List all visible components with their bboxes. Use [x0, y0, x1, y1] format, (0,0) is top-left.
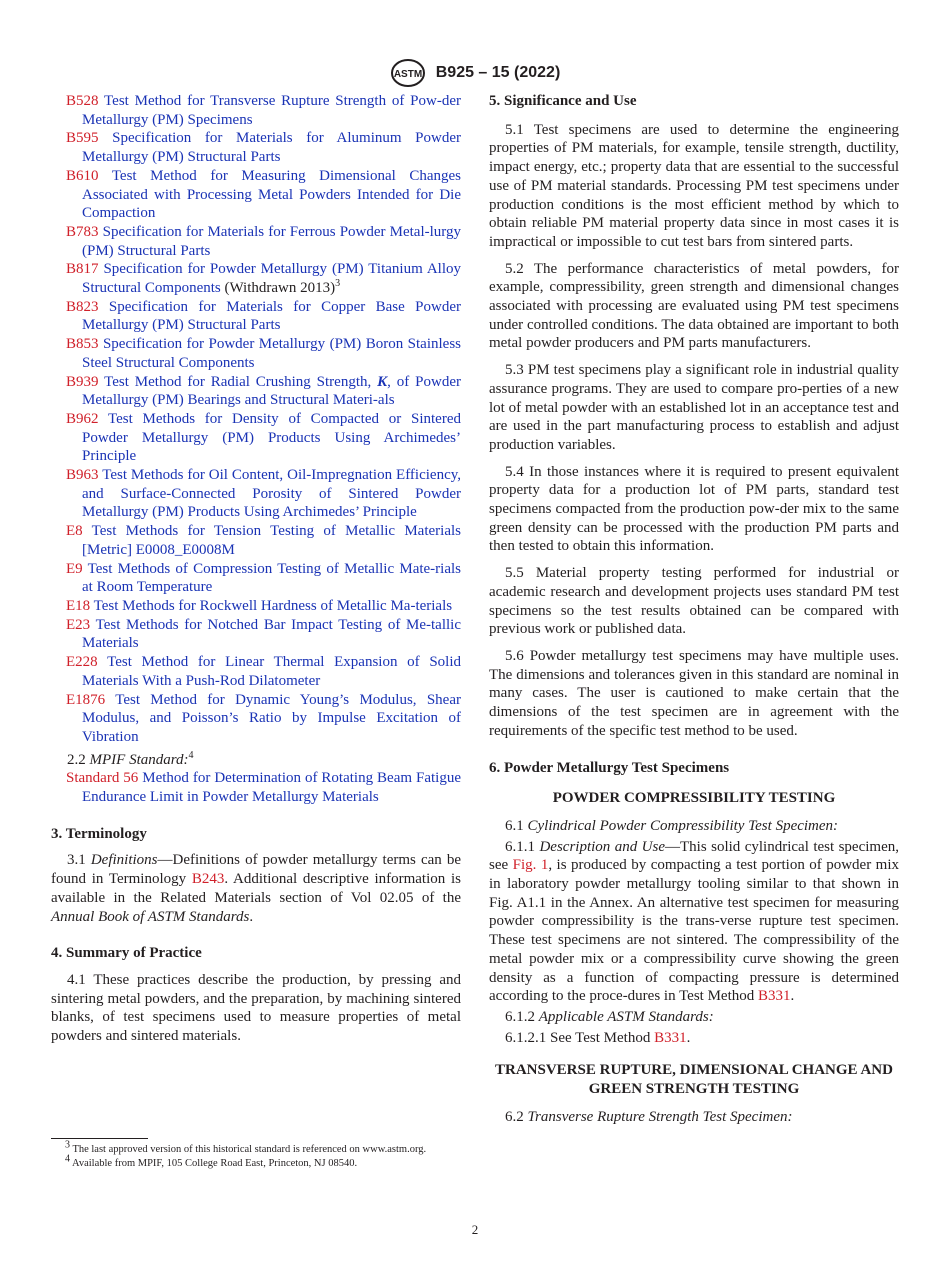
reference-mpif-56[interactable]: Standard 56 Method for Determination of Rotating Beam Fatigue Endurance Limit in Powder Metallurgy Materials [66, 770, 461, 806]
paragraph-6-2: 6.2 Transverse Rupture Strength Test Specimen: [505, 1108, 793, 1125]
section-5-heading: 5. Significance and Use [489, 93, 637, 109]
paragraph-5-6: 5.6 Powder metallurgy test specimens may have multiple uses. The dimensions and tolerances given in this standard are nominal in many cases. The user is cautioned to make certain that the dimensions of the test specimen are in agreement with the requirements of the specific test method to be used. [489, 647, 899, 739]
reference-e1876[interactable]: E1876 Test Method for Dynamic Young’s Modulus, Shear Modulus, and Poisson’s Ratio by Impulse Excitation of Vibration [66, 691, 461, 745]
mpif-standard-label: 2.2 MPIF Standard:$^4$ [67, 749, 194, 768]
svg-text:ASTM: ASTM [393, 69, 422, 80]
link-b331-2[interactable]: B331 [654, 1029, 687, 1046]
section-4-heading: 4. Summary of Practice [51, 945, 202, 962]
paragraph-6-1: 6.1 Cylindrical Powder Compressibility Test Specimen: [505, 817, 839, 834]
left-column [51, 92, 461, 1046]
reference-b939[interactable]: B939 Test Method for Radial Crushing Strength, K, of Powder Metallurgy (PM) Bearings and Structural Materi-als [66, 373, 462, 409]
link-fig-1[interactable]: Fig. 1 [512, 857, 549, 874]
link-b243[interactable]: B243 [191, 871, 225, 888]
reference-e23[interactable]: E23 Test Methods for Notched Bar Impact Testing of Me-tallic Materials [66, 616, 461, 652]
paragraph-6-1-2-1: 6.1.2.1 See Test Method B331. [505, 1029, 691, 1046]
document-designation: B925 – 15 (2022) [435, 64, 561, 81]
section-3-heading: 3. Terminology [51, 825, 147, 842]
footnote-3: $^3$ The last approved version of this historical standard is referenced on www.astm.org. [65, 1139, 427, 1155]
reference-e228[interactable]: E228 Test Method for Linear Thermal Expansion of Solid Materials With a Push-Rod Dilatometer [66, 654, 461, 689]
footnote-4: $^4$ Available from MPIF, 105 College Road East, Princeton, NJ 08540. [65, 1153, 358, 1169]
reference-b823[interactable]: B823 Specification for Materials for Copper Base Powder Metallurgy (PM) Structural Parts [66, 298, 461, 334]
page-header [0, 58, 950, 88]
paragraph-5-1: 5.1 Test specimens are used to determine the engineering properties of PM materials, for example, tensile strength, ductility, impact energy, etc.; property data that are essential to the successful use of PM material standards. Processing PM test specimens under production conditions is the most efficient method by which to obtain reliable PM material property data since in most cases it is impractical or impossible to cut test bars from sintered parts. [489, 121, 899, 250]
footnotes [51, 1138, 461, 1170]
paragraph-5-4: 5.4 In those instances where it is required to present equivalent property data for a production lot of PM parts, standard test specimens compacted from the production pow-der mix to the same green density can be processed with the production PM parts and then tested to obtain this information. [489, 463, 899, 555]
astm-logo-icon [390, 58, 426, 88]
paragraph-6-1-2: 6.1.2 Applicable ASTM Standards: [505, 1008, 714, 1025]
reference-e18[interactable]: E18 Test Methods for Rockwell Hardness of Metallic Ma-terials [66, 597, 453, 614]
paragraph-6-1-1: 6.1.1 Description and Use—This solid cylindrical test specimen, see Fig. 1, is produced by compacting a test portion of powder mix in laboratory powder metallurgy tooling similar to that shown in Fig. A1.1 in the Annex. An alternative test specimen for measuring powder compressibility is the trans-verse rupture test specimen. These test specimens are not sintered. The compressibility of the metal powder mix or a compressibility curve showing the green density as a function of compacting pressure is determined according to the proce-dures in Test Method B331. [489, 838, 899, 1005]
reference-b610[interactable]: B610 Test Method for Measuring Dimensional Changes Associated with Processing Metal Powders Intended for Die Compaction [66, 167, 461, 222]
paragraph-4-1: 4.1 These practices describe the production, by pressing and sintering metal powders, and the preparation, by machining sintered blanks, of test specimens used to measure properties of metal powders and sintered materials. [51, 971, 461, 1045]
reference-b595[interactable]: B595 Specification for Materials for Aluminum Powder Metallurgy (PM) Structural Parts [66, 130, 461, 166]
paragraph-5-3: 5.3 PM test specimens play a significant role in industrial quality assurance programs. They are used to compare pro-perties of a new lot of metal powder with an established lot in an acceptance test and are used in the part manufacturing process to establish and adjust production variables. [489, 362, 899, 453]
paragraph-5-5: 5.5 Material property testing performed for industrial or academic research and development projects uses standard PM test specimens so the test results obtained can be compared with previous work or published data. [489, 565, 899, 638]
section-6-heading: 6. Powder Metallurgy Test Specimens [489, 759, 730, 776]
reference-b963[interactable]: B963 Test Methods for Oil Content, Oil-Impregnation Efficiency, and Surface-Connected Porosity of Sintered Powder Metallurgy (PM) Products Using Archimedes’ Principle [66, 467, 462, 521]
reference-b962[interactable]: B962 Test Methods for Density of Compacted or Sintered Powder Metallurgy (PM) Products Using Archimedes’ Principle [66, 410, 461, 465]
paragraph-5-2: 5.2 The performance characteristics of metal powders, for example, compressibility, green strength and dimensional changes associated with processing are evaluated using PM test specimens under controlled conditions. The data obtained are important to both metal powder producers and PM parts manufacturers. [489, 260, 899, 352]
reference-b817[interactable]: B817 Specification for Powder Metallurgy (PM) Titanium Alloy Structural Components (Withdrawn 2013)$^3$ [66, 261, 461, 297]
subheading-transverse-rupture: TRANSVERSE RUPTURE, DIMENSIONAL CHANGE AND GREEN STRENGTH TESTING [495, 1062, 893, 1098]
right-column [489, 92, 899, 1126]
reference-e8[interactable]: E8 Test Methods for Tension Testing of Metallic Materials [Metric] E0008_E0008M [66, 523, 461, 558]
page-number: 2 [471, 1222, 479, 1237]
link-b331[interactable]: B331 [758, 988, 791, 1005]
subheading-powder-compressibility: POWDER COMPRESSIBILITY TESTING [552, 790, 836, 807]
reference-b528[interactable]: B528 Test Method for Transverse Rupture Strength of Pow-der Metallurgy (PM) Specimens [66, 93, 462, 128]
reference-b783[interactable]: B783 Specification for Materials for Ferrous Powder Metal-lurgy (PM) Structural Parts [66, 223, 462, 259]
reference-e9[interactable]: E9 Test Methods of Compression Testing of Metallic Mate-rials at Room Temperature [66, 560, 461, 596]
paragraph-3-1: 3.1 Definitions—Definitions of powder metallurgy terms can be found in Terminology B243. Additional descriptive information is available in the Related Materials section of Vol 02.05 of the Annual Book of ASTM Standards. [51, 852, 462, 925]
reference-b853[interactable]: B853 Specification for Powder Metallurgy (PM) Boron Stainless Steel Structural Components [66, 336, 462, 371]
